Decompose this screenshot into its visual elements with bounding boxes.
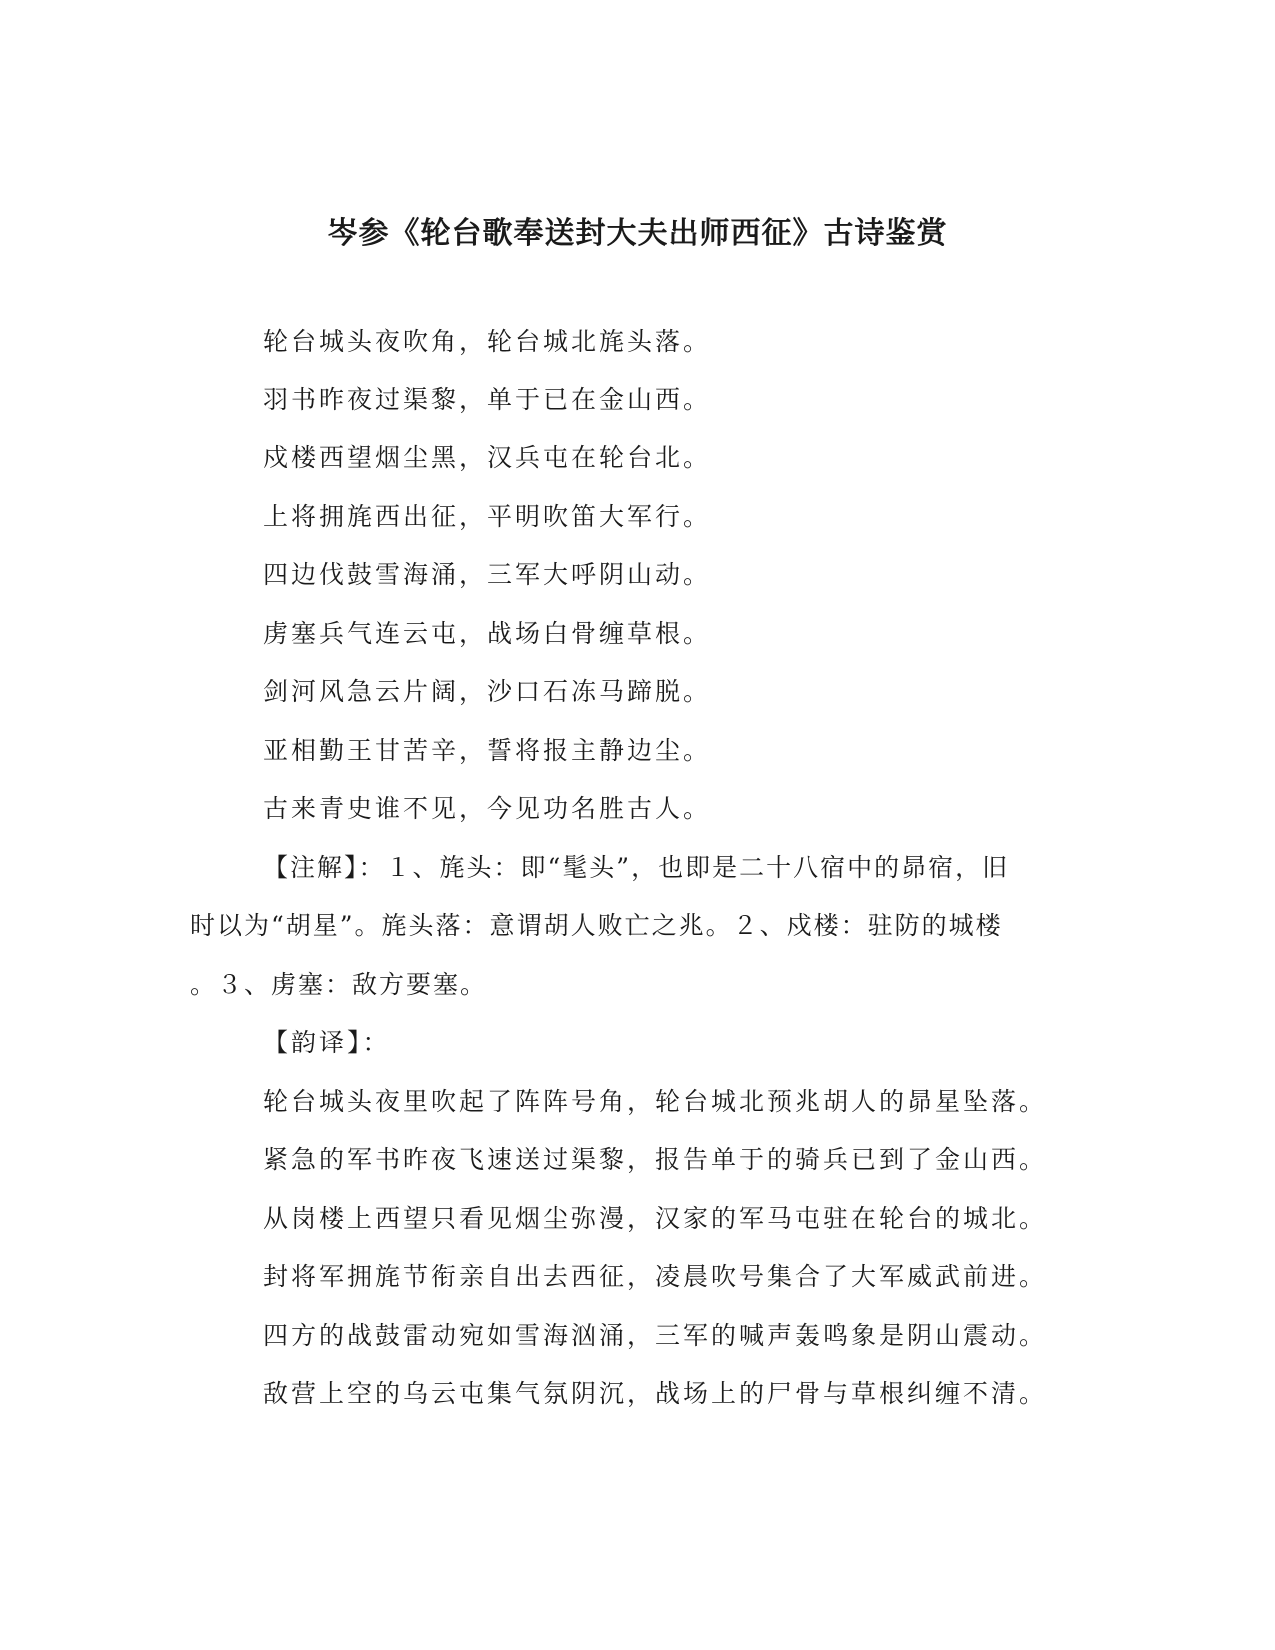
poem-line: 四边伐鼓雪海涌，三军大呼阴山动。 <box>263 560 712 589</box>
notes-line: 。３、虏塞：敌方要塞。 <box>190 970 488 999</box>
poem-line: 戍楼西望烟尘黑，汉兵屯在轮台北。 <box>263 443 712 472</box>
page-title: 岑参《轮台歌奉送封大夫出师西征》古诗鉴赏 <box>327 216 948 251</box>
translation-line: 四方的战鼓雷动宛如雪海汹涌，三军的喊声轰鸣象是阴山震动。 <box>263 1321 1048 1350</box>
translation-line: 紧急的军书昨夜飞速送过渠黎，报告单于的骑兵已到了金山西。 <box>263 1145 1048 1174</box>
translation-line: 封将军拥旄节衔亲自出去西征，凌晨吹号集合了大军威武前进。 <box>263 1262 1048 1291</box>
poem-line: 虏塞兵气连云屯，战场白骨缠草根。 <box>263 619 712 648</box>
notes-line: 【注解】：１、旄头：即“髦头”，也即是二十八宿中的昴宿，旧 <box>263 853 1010 882</box>
translation-heading: 【韵译】： <box>263 1028 391 1057</box>
poem-line: 上将拥旄西出征，平明吹笛大军行。 <box>263 502 712 531</box>
translation-line: 轮台城头夜里吹起了阵阵号角，轮台城北预兆胡人的昴星坠落。 <box>263 1087 1048 1116</box>
poem-line: 羽书昨夜过渠黎，单于已在金山西。 <box>263 385 712 414</box>
poem-line: 亚相勤王甘苦辛，誓将报主静边尘。 <box>263 736 712 765</box>
notes-line: 时以为“胡星”。旄头落：意谓胡人败亡之兆。２、戍楼：驻防的城楼 <box>190 911 1003 940</box>
translation-line: 从岗楼上西望只看见烟尘弥漫，汉家的军马屯驻在轮台的城北。 <box>263 1204 1048 1233</box>
translation-line: 敌营上空的乌云屯集气氛阴沉，战场上的尸骨与草根纠缠不清。 <box>263 1379 1048 1408</box>
poem-line: 剑河风急云片阔，沙口石冻马蹄脱。 <box>263 677 712 706</box>
poem-line: 古来青史谁不见，今见功名胜古人。 <box>263 794 712 823</box>
poem-line: 轮台城头夜吹角，轮台城北旄头落。 <box>263 327 712 356</box>
